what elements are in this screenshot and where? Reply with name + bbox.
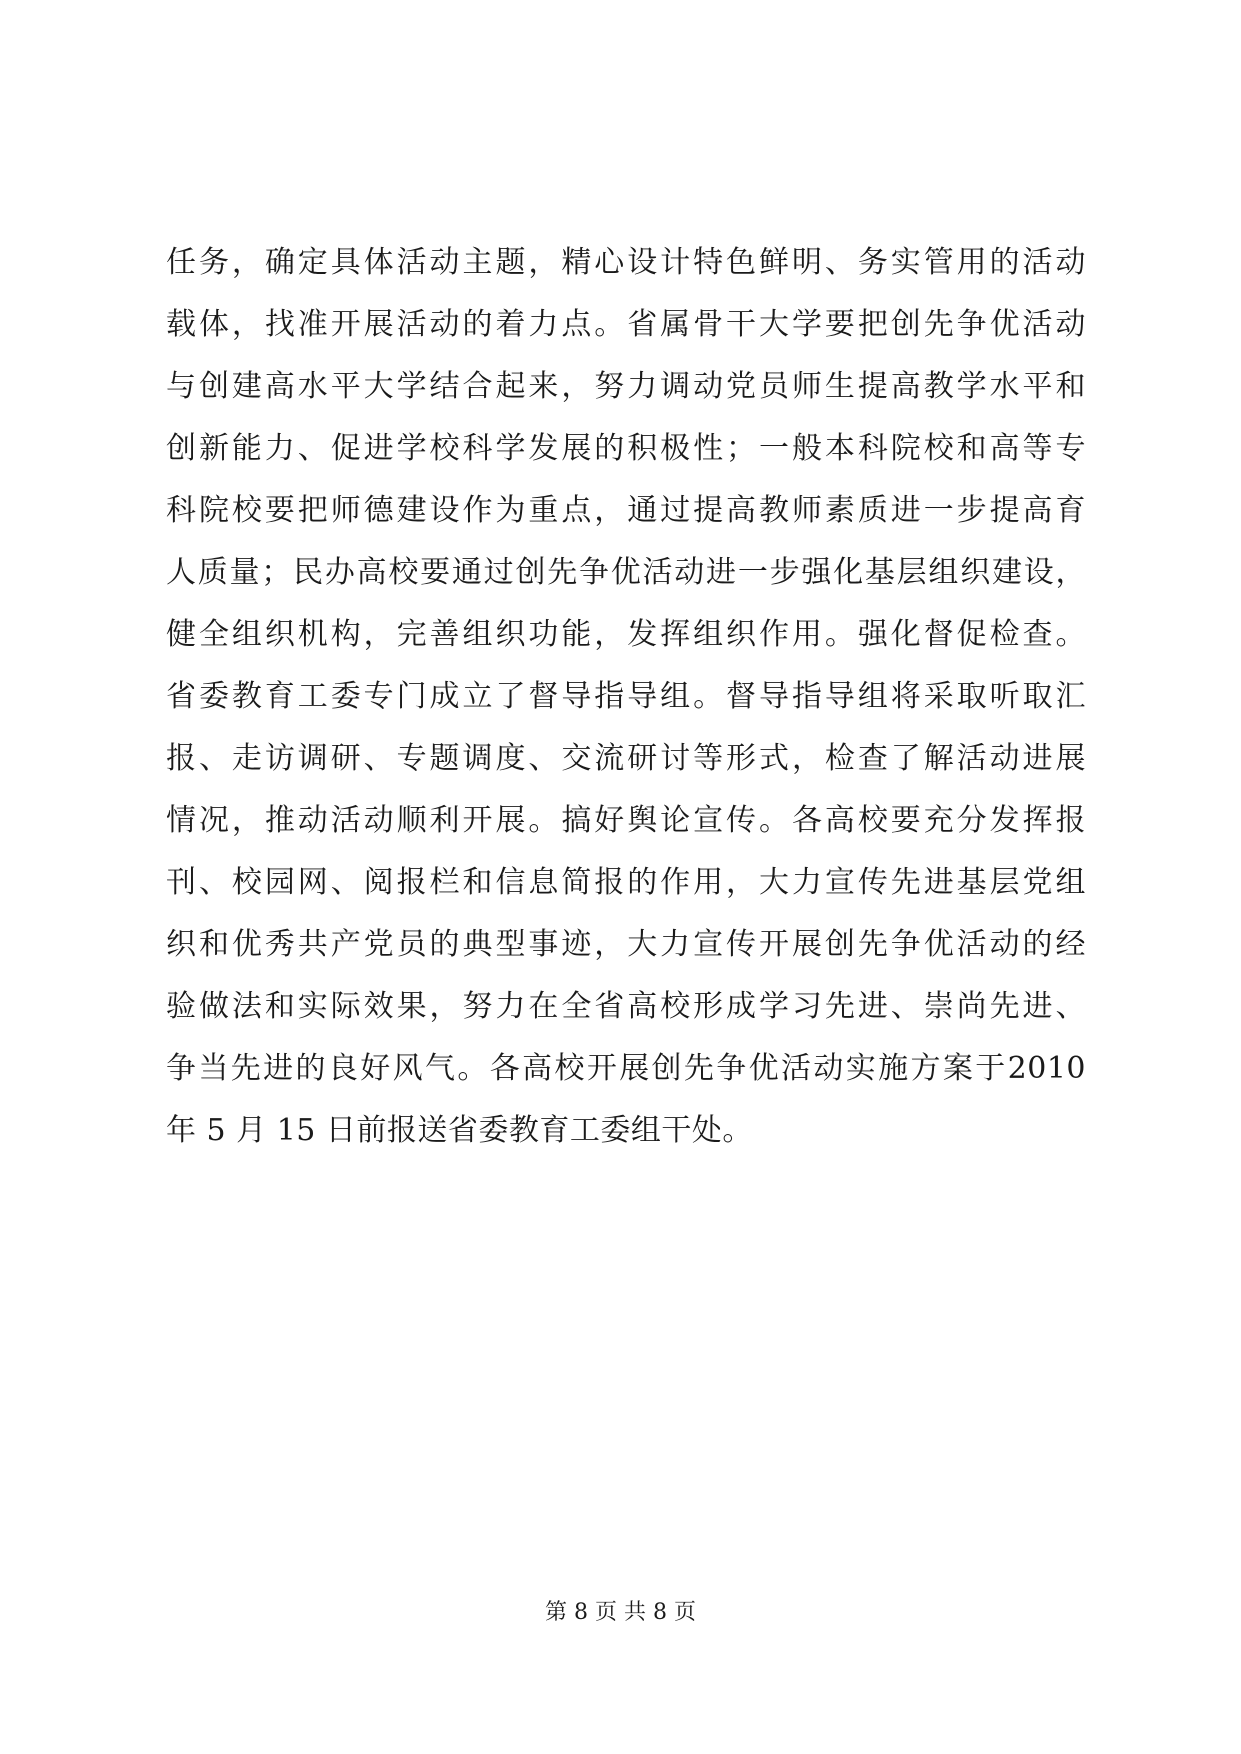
- text-line: 省委教育工委专门成立了督导指导组。督导指导组将采取听取汇: [166, 679, 1086, 714]
- text-line: 创新能力、促进学校科学发展的积极性；一般本科院校和高等专: [166, 431, 1086, 466]
- text-line: 载体，找准开展活动的着力点。省属骨干大学要把创先争优活动: [166, 307, 1086, 342]
- text-line: 科院校要把师德建设作为重点，通过提高教师素质进一步提高育: [166, 493, 1086, 528]
- text-line: 任务，确定具体活动主题，精心设计特色鲜明、务实管用的活动: [166, 245, 1086, 280]
- text-line: 人质量；民办高校要通过创先争优活动进一步强化基层组织建设，: [166, 555, 1086, 590]
- page-footer: 第 8 页 共 8 页: [545, 1600, 696, 1625]
- text-line: 情况，推动活动顺利开展。搞好舆论宣传。各高校要充分发挥报: [166, 803, 1086, 838]
- text-line: 织和优秀共产党员的典型事迹，大力宣传开展创先争优活动的经: [166, 927, 1086, 962]
- text-line: 与创建高水平大学结合起来，努力调动党员师生提高教学水平和: [166, 369, 1086, 404]
- text-line: 报、走访调研、专题调度、交流研讨等形式，检查了解活动进展: [166, 741, 1086, 776]
- text-line: 验做法和实际效果，努力在全省高校形成学习先进、崇尚先进、: [166, 989, 1086, 1024]
- body-paragraph: [166, 232, 1086, 1162]
- text-line: 年 5 月 15 日前报送省委教育工委组干处。: [166, 1113, 753, 1148]
- text-line: 健全组织机构，完善组织功能，发挥组织作用。强化督促检查。: [166, 617, 1086, 652]
- text-line: 刊、校园网、阅报栏和信息简报的作用，大力宣传先进基层党组: [166, 865, 1086, 900]
- text-line: 争当先进的良好风气。各高校开展创先争优活动实施方案于2010: [166, 1051, 1086, 1086]
